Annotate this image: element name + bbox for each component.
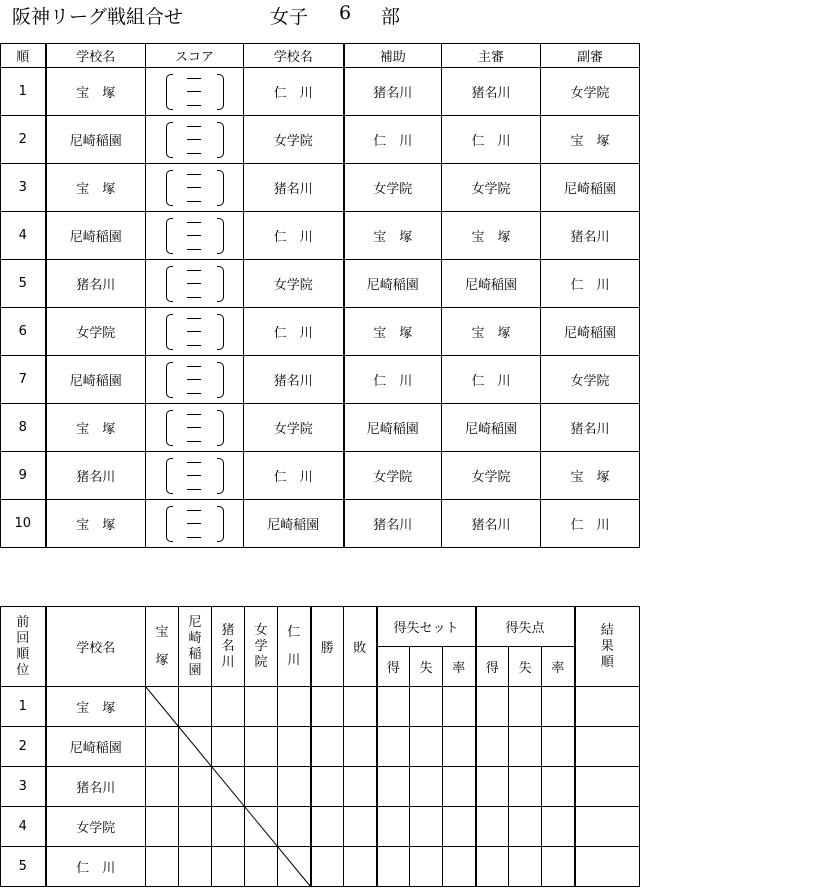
standings-header-team-0	[146, 607, 179, 687]
score-dash	[187, 441, 201, 442]
col-header-assist: 補助	[344, 44, 442, 68]
result-cell[interactable]	[278, 727, 311, 767]
score-dash	[187, 270, 201, 271]
stat-cell[interactable]	[443, 847, 476, 887]
bracket-right	[217, 122, 224, 158]
team-header-text: 猪名川	[221, 622, 235, 670]
result-cell[interactable]	[278, 767, 311, 807]
stat-cell[interactable]	[344, 687, 377, 727]
stat-cell[interactable]	[377, 767, 410, 807]
score-bracket	[164, 360, 226, 400]
set-header-loss: 失	[410, 647, 443, 687]
stat-cell[interactable]	[443, 767, 476, 807]
match-number: 6	[1, 308, 46, 356]
set-header-rate: 率	[443, 647, 476, 687]
standings-header-win: 勝	[311, 607, 344, 687]
assist-cell: 宝 塚	[344, 212, 442, 260]
bracket-left	[166, 266, 173, 302]
title-division-suffix: 部	[381, 6, 401, 28]
stat-cell[interactable]	[410, 727, 443, 767]
score-dash	[187, 174, 201, 175]
standings-rank: 5	[1, 847, 46, 887]
stat-cell[interactable]	[311, 847, 344, 887]
result-cell[interactable]	[245, 807, 278, 847]
score-dash	[187, 91, 201, 92]
score-dash	[187, 510, 201, 511]
team-header-text: 尼崎稲園	[188, 614, 202, 678]
score-dash	[187, 414, 201, 415]
bracket-right	[217, 506, 224, 542]
stat-cell[interactable]	[542, 727, 575, 767]
result-cell[interactable]	[212, 767, 245, 807]
match-number: 2	[1, 116, 46, 164]
stat-cell[interactable]	[542, 687, 575, 727]
stat-cell[interactable]	[509, 767, 542, 807]
referee-cell: 女学院	[442, 164, 541, 212]
result-cell[interactable]	[278, 687, 311, 727]
table-row	[1, 807, 640, 847]
score-bracket	[164, 216, 226, 256]
stat-cell[interactable]	[575, 807, 640, 847]
team-b-cell: 尼崎稲園	[244, 500, 344, 548]
sub-referee-cell: 女学院	[541, 68, 640, 116]
stat-cell[interactable]	[410, 847, 443, 887]
bracket-right	[217, 362, 224, 398]
stat-cell[interactable]	[311, 807, 344, 847]
bracket-right	[217, 74, 224, 110]
team-a-cell: 宝 塚	[46, 164, 146, 212]
col-header-team-b: 学校名	[244, 44, 344, 68]
assist-cell: 猪名川	[344, 500, 442, 548]
team-a-cell: 尼崎稲園	[46, 356, 146, 404]
team-b-cell: 女学院	[244, 260, 344, 308]
result-cell[interactable]	[245, 687, 278, 727]
score-dash	[187, 318, 201, 319]
stat-cell[interactable]	[575, 687, 640, 727]
standings-table	[0, 606, 640, 887]
score-bracket	[164, 504, 226, 544]
score-dash	[187, 366, 201, 367]
standings-rank: 1	[1, 687, 46, 727]
schedule-table	[0, 43, 640, 548]
assist-cell: 仁 川	[344, 116, 442, 164]
bracket-right	[217, 170, 224, 206]
stat-cell[interactable]	[476, 847, 509, 887]
result-header-text: 結果順	[600, 622, 614, 670]
stat-cell[interactable]	[410, 767, 443, 807]
score-dash	[187, 379, 201, 380]
standings-header-point: 得失点	[476, 607, 575, 647]
score-dash	[187, 78, 201, 79]
team-header-text: 仁川	[287, 624, 301, 668]
bracket-left	[166, 122, 173, 158]
assist-cell: 女学院	[344, 452, 442, 500]
stat-cell[interactable]	[377, 687, 410, 727]
stat-cell[interactable]	[344, 727, 377, 767]
score-cell[interactable]	[146, 164, 244, 212]
standings-school: 尼崎稲園	[46, 727, 146, 767]
score-dash	[187, 427, 201, 428]
score-dash	[187, 331, 201, 332]
standings-header-school: 学校名	[46, 607, 146, 687]
sub-referee-cell: 仁 川	[541, 260, 640, 308]
team-header-text: 女学院	[254, 622, 268, 670]
score-dash	[187, 126, 201, 127]
match-number: 3	[1, 164, 46, 212]
standings-header-result	[575, 607, 640, 687]
table-row	[1, 404, 640, 452]
bracket-left	[166, 74, 173, 110]
table-row	[1, 260, 640, 308]
match-number: 8	[1, 404, 46, 452]
stat-cell[interactable]	[542, 847, 575, 887]
assist-cell: 宝 塚	[344, 308, 442, 356]
stat-cell[interactable]	[509, 727, 542, 767]
score-dash	[187, 249, 201, 250]
score-cell[interactable]	[146, 500, 244, 548]
match-number: 5	[1, 260, 46, 308]
score-dash	[187, 489, 201, 490]
result-cell[interactable]	[179, 807, 212, 847]
score-dash	[187, 139, 201, 140]
assist-cell: 仁 川	[344, 356, 442, 404]
table-row	[1, 164, 640, 212]
bracket-left	[166, 362, 173, 398]
score-bracket	[164, 264, 226, 304]
stat-cell[interactable]	[476, 727, 509, 767]
stat-cell[interactable]	[377, 847, 410, 887]
score-cell[interactable]	[146, 404, 244, 452]
table-row	[1, 116, 640, 164]
referee-cell: 尼崎稲園	[442, 260, 541, 308]
team-b-cell: 仁 川	[244, 308, 344, 356]
score-bracket	[164, 312, 226, 352]
bracket-left	[166, 410, 173, 446]
title-text: 阪神リーグ戦組合せ	[12, 6, 184, 28]
team-a-cell: 宝 塚	[46, 404, 146, 452]
team-a-cell: 女学院	[46, 308, 146, 356]
standings-header-team-2	[212, 607, 245, 687]
bracket-right	[217, 314, 224, 350]
col-header-team-a: 学校名	[46, 44, 146, 68]
stat-cell[interactable]	[311, 687, 344, 727]
col-header-no: 順	[1, 44, 46, 68]
score-dash	[187, 537, 201, 538]
standings-school: 仁 川	[46, 847, 146, 887]
score-cell[interactable]	[146, 452, 244, 500]
score-cell[interactable]	[146, 356, 244, 404]
team-a-cell: 宝 塚	[46, 500, 146, 548]
match-number: 1	[1, 68, 46, 116]
standings-header-rank	[1, 607, 46, 687]
point-header-rate: 率	[542, 647, 575, 687]
score-cell[interactable]	[146, 68, 244, 116]
score-dash	[187, 235, 201, 236]
table-row	[1, 727, 640, 767]
score-dash	[187, 201, 201, 202]
referee-cell: 仁 川	[442, 356, 541, 404]
table-row	[1, 68, 640, 116]
result-cell[interactable]	[146, 847, 179, 887]
point-header-loss: 失	[509, 647, 542, 687]
score-dash	[187, 222, 201, 223]
table-row	[1, 847, 640, 887]
bracket-left	[166, 170, 173, 206]
result-cell[interactable]	[212, 847, 245, 887]
standings-header-set: 得失セット	[377, 607, 476, 647]
stat-cell[interactable]	[509, 847, 542, 887]
score-cell[interactable]	[146, 116, 244, 164]
table-row	[1, 212, 640, 260]
team-b-cell: 猪名川	[244, 164, 344, 212]
sub-referee-cell: 猪名川	[541, 212, 640, 260]
match-number: 10	[1, 500, 46, 548]
team-header-text: 宝塚	[155, 624, 169, 668]
referee-cell: 宝 塚	[442, 212, 541, 260]
result-cell[interactable]	[212, 727, 245, 767]
bracket-left	[166, 458, 173, 494]
score-dash	[187, 393, 201, 394]
assist-cell: 女学院	[344, 164, 442, 212]
result-cell[interactable]	[179, 767, 212, 807]
table-row	[1, 308, 640, 356]
result-cell[interactable]	[179, 847, 212, 887]
table-row	[1, 452, 640, 500]
result-cell[interactable]	[245, 847, 278, 887]
result-cell[interactable]	[245, 767, 278, 807]
referee-cell: 猪名川	[442, 68, 541, 116]
referee-cell: 仁 川	[442, 116, 541, 164]
match-number: 4	[1, 212, 46, 260]
team-b-cell: 猪名川	[244, 356, 344, 404]
score-dash	[187, 153, 201, 154]
team-a-cell: 尼崎稲園	[46, 212, 146, 260]
table-row	[1, 500, 640, 548]
team-a-cell: 宝 塚	[46, 68, 146, 116]
result-cell[interactable]	[146, 767, 179, 807]
stat-cell[interactable]	[410, 807, 443, 847]
standings-school: 女学院	[46, 807, 146, 847]
bracket-left	[166, 218, 173, 254]
team-a-cell: 猪名川	[46, 452, 146, 500]
sub-referee-cell: 仁 川	[541, 500, 640, 548]
set-header-gain: 得	[377, 647, 410, 687]
bracket-left	[166, 506, 173, 542]
team-b-cell: 女学院	[244, 404, 344, 452]
stat-cell[interactable]	[377, 727, 410, 767]
result-cell[interactable]	[146, 807, 179, 847]
stat-cell[interactable]	[443, 727, 476, 767]
stat-cell[interactable]	[443, 807, 476, 847]
referee-cell: 宝 塚	[442, 308, 541, 356]
standings-rank: 4	[1, 807, 46, 847]
team-b-cell: 仁 川	[244, 212, 344, 260]
stat-cell[interactable]	[377, 807, 410, 847]
stat-cell[interactable]	[344, 767, 377, 807]
col-header-score: スコア	[146, 44, 244, 68]
stat-cell[interactable]	[575, 767, 640, 807]
stat-cell[interactable]	[311, 767, 344, 807]
result-cell[interactable]	[146, 727, 179, 767]
standings-header-loss: 敗	[344, 607, 377, 687]
table-row	[1, 356, 640, 404]
sub-referee-cell: 女学院	[541, 356, 640, 404]
referee-cell: 女学院	[442, 452, 541, 500]
result-cell[interactable]	[278, 847, 311, 887]
referee-cell: 尼崎稲園	[442, 404, 541, 452]
standings-header-team-1	[179, 607, 212, 687]
standings-school: 宝 塚	[46, 687, 146, 727]
standings-header-team-4	[278, 607, 311, 687]
stat-cell[interactable]	[509, 687, 542, 727]
score-dash	[187, 345, 201, 346]
stat-cell[interactable]	[542, 807, 575, 847]
stat-cell[interactable]	[476, 687, 509, 727]
team-a-cell: 猪名川	[46, 260, 146, 308]
result-cell[interactable]	[245, 727, 278, 767]
result-cell[interactable]	[179, 687, 212, 727]
sub-referee-cell: 宝 塚	[541, 452, 640, 500]
stat-cell[interactable]	[575, 727, 640, 767]
stat-cell[interactable]	[476, 807, 509, 847]
title-gender: 女子	[270, 6, 309, 28]
bracket-right	[217, 410, 224, 446]
col-header-sub-referee: 副審	[541, 44, 640, 68]
bracket-right	[217, 266, 224, 302]
team-b-cell: 仁 川	[244, 68, 344, 116]
stat-cell[interactable]	[344, 847, 377, 887]
sub-referee-cell: 宝 塚	[541, 116, 640, 164]
result-cell[interactable]	[212, 687, 245, 727]
score-bracket	[164, 456, 226, 496]
point-header-gain: 得	[476, 647, 509, 687]
team-b-cell: 仁 川	[244, 452, 344, 500]
title-division-number: 6	[339, 2, 352, 24]
sub-referee-cell: 尼崎稲園	[541, 308, 640, 356]
team-b-cell: 女学院	[244, 116, 344, 164]
score-dash	[187, 105, 201, 106]
score-cell[interactable]	[146, 260, 244, 308]
table-row	[1, 687, 640, 727]
referee-cell: 猪名川	[442, 500, 541, 548]
assist-cell: 尼崎稲園	[344, 404, 442, 452]
schedule-header-row	[1, 44, 640, 68]
result-cell[interactable]	[146, 687, 179, 727]
team-a-cell: 尼崎稲園	[46, 116, 146, 164]
stat-cell[interactable]	[542, 767, 575, 807]
score-dash	[187, 283, 201, 284]
standings-rank: 2	[1, 727, 46, 767]
table-row	[1, 767, 640, 807]
assist-cell: 尼崎稲園	[344, 260, 442, 308]
sub-referee-cell: 尼崎稲園	[541, 164, 640, 212]
stat-cell[interactable]	[443, 687, 476, 727]
score-dash	[187, 523, 201, 524]
standings-header-team-3	[245, 607, 278, 687]
col-header-referee: 主審	[442, 44, 541, 68]
score-bracket	[164, 408, 226, 448]
bracket-left	[166, 314, 173, 350]
stat-cell[interactable]	[476, 767, 509, 807]
assist-cell: 猪名川	[344, 68, 442, 116]
result-cell[interactable]	[179, 727, 212, 767]
score-bracket	[164, 168, 226, 208]
score-bracket	[164, 120, 226, 160]
score-bracket	[164, 72, 226, 112]
sub-referee-cell: 猪名川	[541, 404, 640, 452]
bracket-right	[217, 458, 224, 494]
score-cell[interactable]	[146, 212, 244, 260]
score-dash	[187, 187, 201, 188]
match-number: 9	[1, 452, 46, 500]
score-dash	[187, 462, 201, 463]
stat-cell[interactable]	[410, 687, 443, 727]
score-cell[interactable]	[146, 308, 244, 356]
standings-rank: 3	[1, 767, 46, 807]
standings-school: 猪名川	[46, 767, 146, 807]
match-number: 7	[1, 356, 46, 404]
stat-cell[interactable]	[344, 807, 377, 847]
result-cell[interactable]	[212, 807, 245, 847]
stat-cell[interactable]	[575, 847, 640, 887]
rank-header-text: 前回順位	[16, 614, 30, 678]
stat-cell[interactable]	[509, 807, 542, 847]
bracket-right	[217, 218, 224, 254]
stat-cell[interactable]	[311, 727, 344, 767]
score-dash	[187, 297, 201, 298]
result-cell[interactable]	[278, 807, 311, 847]
score-dash	[187, 475, 201, 476]
